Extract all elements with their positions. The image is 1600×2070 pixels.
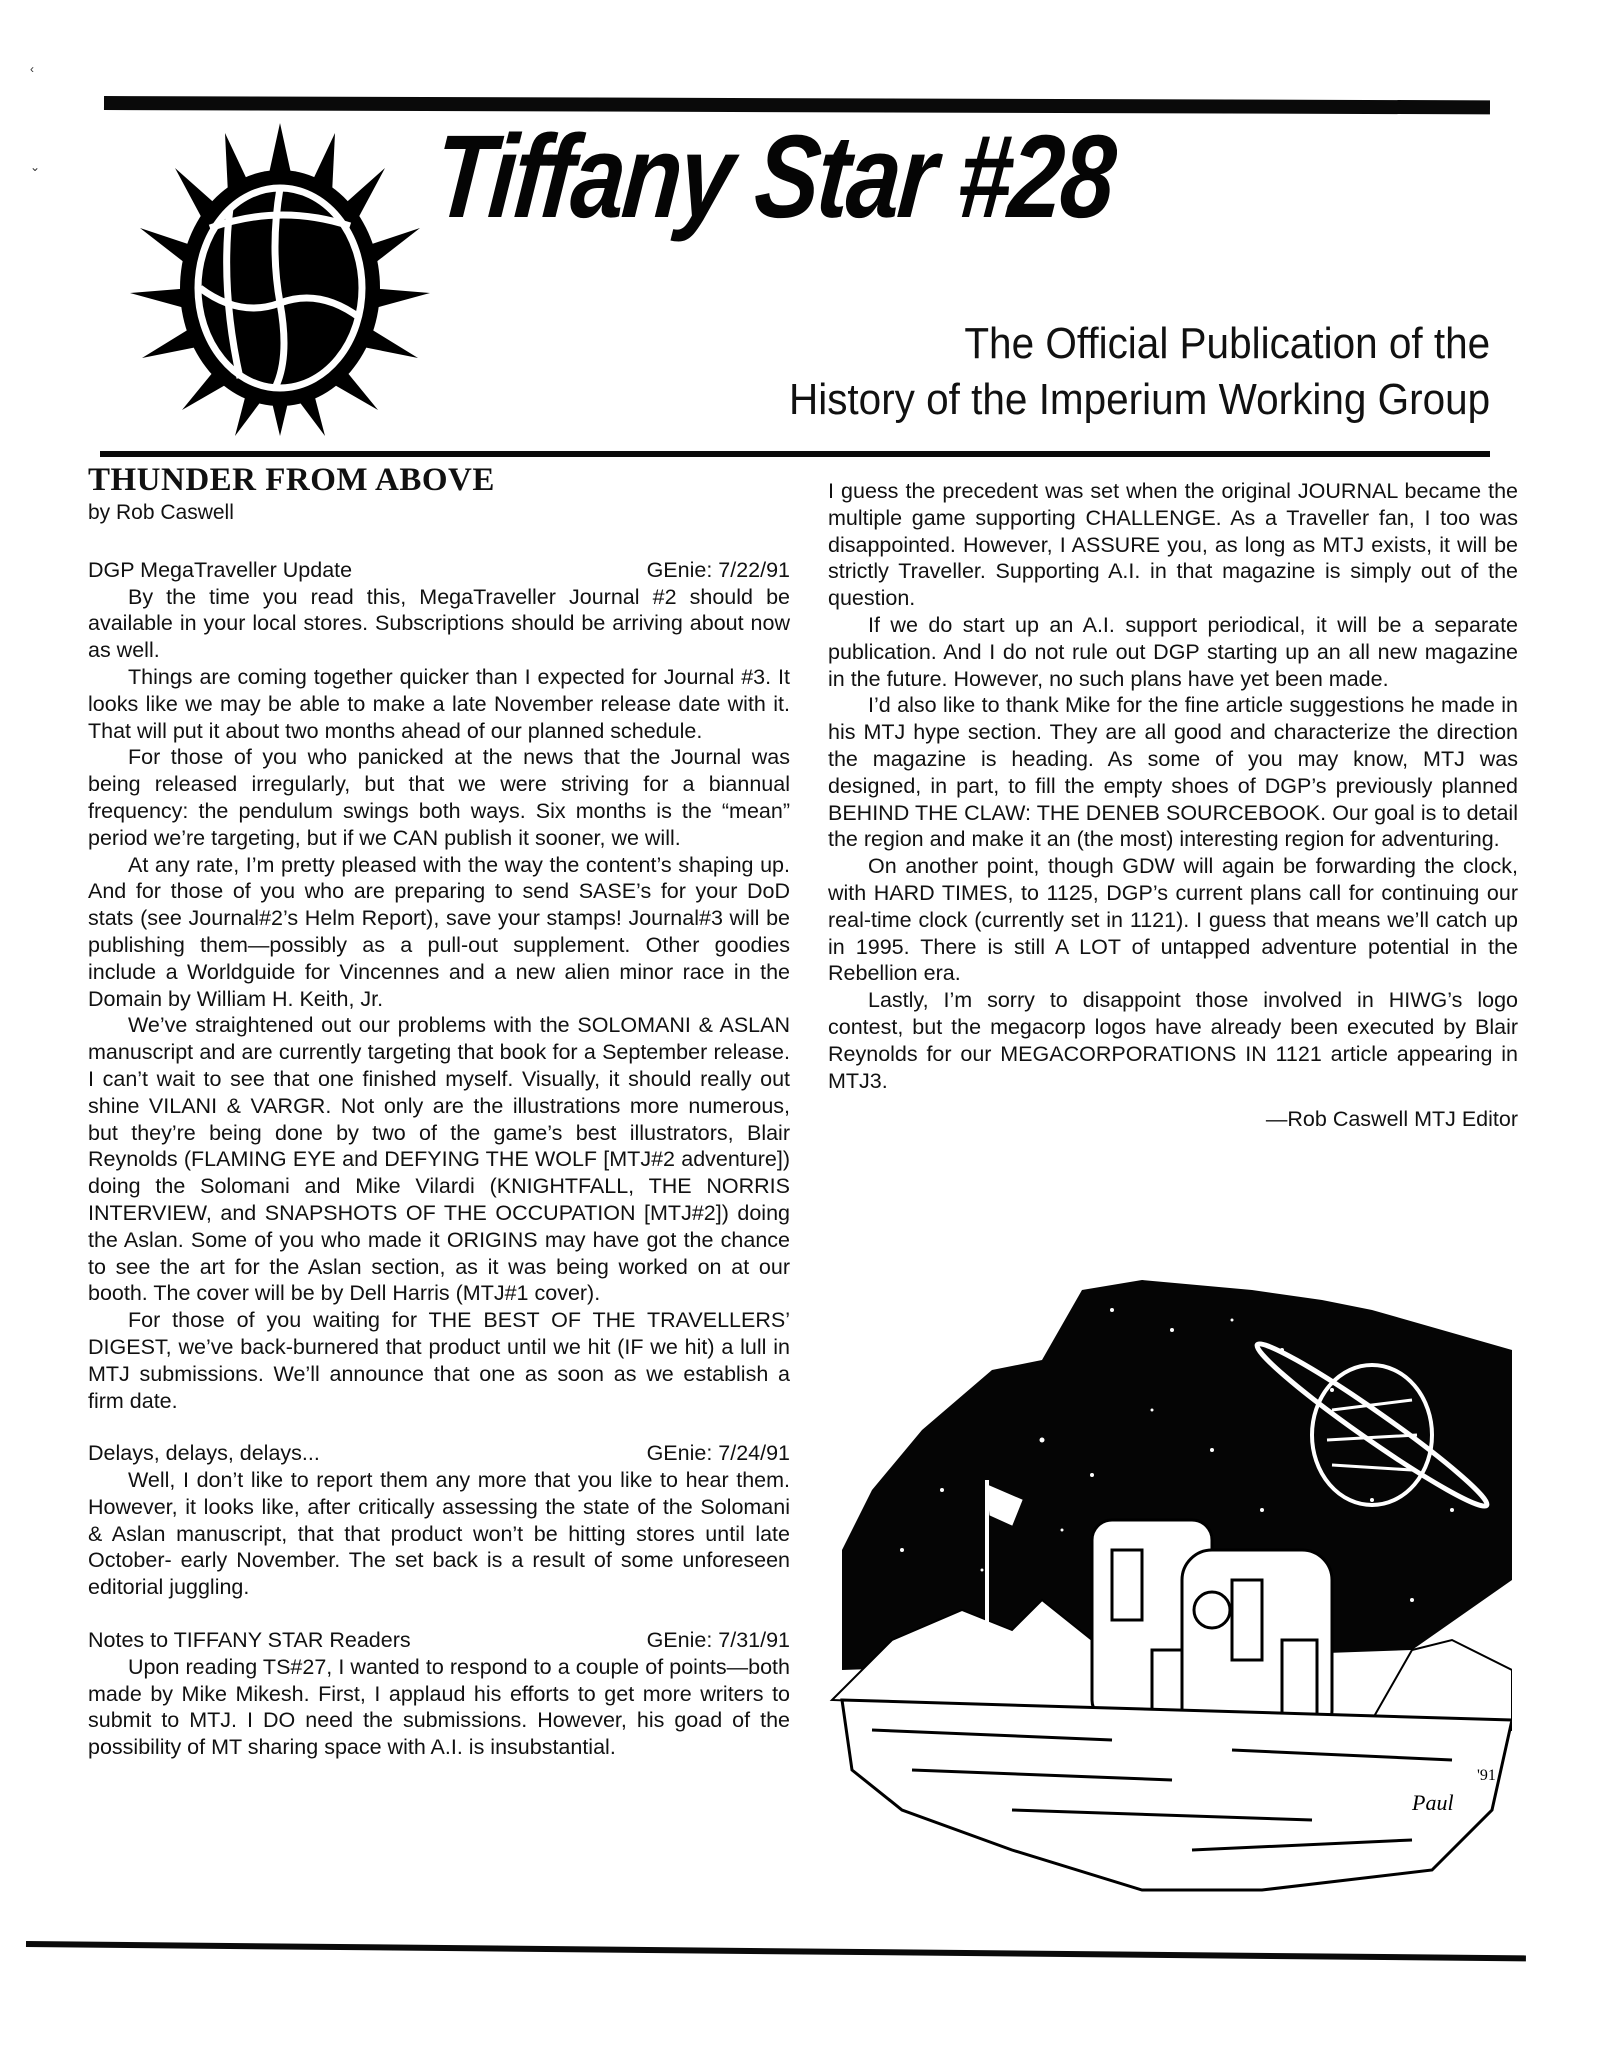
- starship: [1092, 1520, 1332, 1740]
- paragraph: If we do start up an A.I. support periodical, it will be a separate publication. And I do not rule out DGP starting up an all new magazine in the future. However, no such plans have yet been made.: [828, 612, 1518, 691]
- article-section: [88, 1440, 790, 1601]
- section-header: [88, 557, 790, 584]
- paragraph: For those of you who panicked at the news that the Journal was being released irregularly, but that we were striving for a biannual frequency: the pendulum swings both ways. Six months is the “mean” period we’re targeting, but if we CAN publish it sooner, we will.: [88, 745, 790, 850]
- article-byline: by Rob Caswell: [88, 501, 234, 524]
- publication-subtitle: [789, 316, 1490, 428]
- starship-illustration: [812, 1250, 1512, 1930]
- section-title: Delays, delays, delays...: [88, 1441, 320, 1466]
- paragraph: Well, I don’t like to report them any more that you like to hear them. However, it looks like, after critically assessing the state of the Solomani & Aslan manuscript, that that product won’t be hitting stores until late October- early November. The set back is a result of some unforeseen editorial juggling.: [88, 1468, 790, 1600]
- article-section: [88, 1627, 790, 1761]
- paragraph: By the time you read this, MegaTraveller Journal #2 should be available in your local stores. Subscriptions should be arriving about now as well.: [88, 584, 790, 663]
- section-source: GEnie: 7/22/91: [646, 557, 790, 582]
- article-section: [88, 557, 790, 1415]
- author-signature: —Rob Caswell MTJ Editor: [1265, 1107, 1518, 1132]
- section-source: GEnie: 7/24/91: [646, 1441, 790, 1466]
- paragraph: I guess the precedent was set when the original JOURNAL became the multiple game supporting CHALLENGE. As a Traveller fan, I too was disappointed. However, I ASSURE you, as long as MTJ exists, it will be strictly Traveller. Supporting A.I. in that magazine is simply out of the question.: [828, 479, 1518, 611]
- article-headline: THUNDER FROM ABOVE: [88, 462, 495, 498]
- paragraph: Upon reading TS#27, I wanted to respond to a couple of points—both made by Mike Mikesh. First, I applaud his efforts to get more writers to submit to MTJ. I DO need the submissions. However, his goad of the possibility of MT sharing space with A.I. is insubstantial.: [88, 1654, 790, 1760]
- subtitle-line-1: The Official Publication of the: [964, 319, 1490, 368]
- section-header: [88, 1627, 790, 1654]
- margin-mark: ‹: [30, 62, 34, 76]
- artist-signature: Paul: [1412, 1790, 1454, 1815]
- right-column: [828, 478, 1518, 1133]
- paragraph: At any rate, I’m pretty pleased with the way the content’s shaping up. And for those of you who are preparing to send SASE’s for your DoD stats (see Journal#2’s Helm Report), save your stamps! Journal#3 will be publishing them—possibly as a pull-out supplement. Other goodies include a Worldguide for Vincennes and a new alien minor race in the Domain by William H. Keith, Jr.: [88, 852, 790, 1011]
- publication-title: Tiffany Star #28: [429, 111, 1119, 243]
- paragraph: On another point, though GDW will again be forwarding the clock, with HARD TIMES, to 1125, DGP’s current plans call for continuing our real-time clock (currently set in 1121). I guess that means we’ll catch up in 1995. There is still A LOT of untapped adventure potential in the Rebellion era.: [828, 854, 1518, 986]
- subtitle-line-2: History of the Imperium Working Group: [788, 375, 1490, 424]
- paragraph: For those of you waiting for THE BEST OF THE TRAVELLERS’ DIGEST, we’ve back-burnered that product until we hit (IF we hit) a lull in MTJ submissions. We’ll announce that one as soon as we establish a firm date.: [88, 1308, 790, 1413]
- paragraph: Things are coming together quicker than I expected for Journal #3. It looks like we may be able to make a late November release date with it. That will put it about two months ahead of our planned schedule.: [88, 664, 790, 743]
- left-column: [88, 460, 790, 1787]
- paragraph: We’ve straightened out our problems with the SOLOMANI & ASLAN manuscript and are currently targeting that book for a September release. I can’t wait to see that one finished myself. Visually, it should really out shine VILANI & VARGR. Not only are the illustrations more numerous, but they’re being done by two of the game’s best illustrators, Blair Reynolds (FLAMING EYE and DEFYING THE WOLF [MTJ#2 adventure]) doing the Solomani and Mike Vilardi (KNIGHTFALL, THE NORRIS INTERVIEW, and SNAPSHOTS OF THE OCCUPATION [MTJ#2]) doing the Aslan. Some of you who made it ORIGINS may have got the chance to see the art for the Aslan section, as it was being worked on at our booth. The cover will be by Dell Harris (MTJ#1 cover).: [88, 1013, 790, 1306]
- header-bottom-rule: [100, 451, 1490, 457]
- section-title: Notes to TIFFANY STAR Readers: [88, 1628, 411, 1653]
- section-header: [88, 1440, 790, 1467]
- margin-mark: ⌄: [30, 160, 41, 174]
- sun-globe-icon: [130, 118, 430, 438]
- paragraph: Lastly, I’m sorry to disappoint those involved in HIWG’s logo contest, but the megacorp logos have already been executed by Blair Reynolds for our MEGACORPORATIONS IN 1121 article appearing in MTJ3.: [828, 988, 1518, 1093]
- section-source: GEnie: 7/31/91: [646, 1628, 790, 1653]
- section-title: DGP MegaTraveller Update: [88, 557, 353, 582]
- paragraph: I’d also like to thank Mike for the fine article suggestions he made in his MTJ hype section. They are all good and characterize the direction the magazine is heading. As some of you may know, MTJ was designed, in part, to fill the empty shoes of DGP’s previously planned BEHIND THE CLAW: THE DENEB SOURCEBOOK. Our goal is to detail the region and make it an (the most) interesting region for adventuring.: [828, 693, 1518, 852]
- artist-year: '91: [1477, 1767, 1496, 1784]
- footer-rule: [26, 1941, 1526, 1961]
